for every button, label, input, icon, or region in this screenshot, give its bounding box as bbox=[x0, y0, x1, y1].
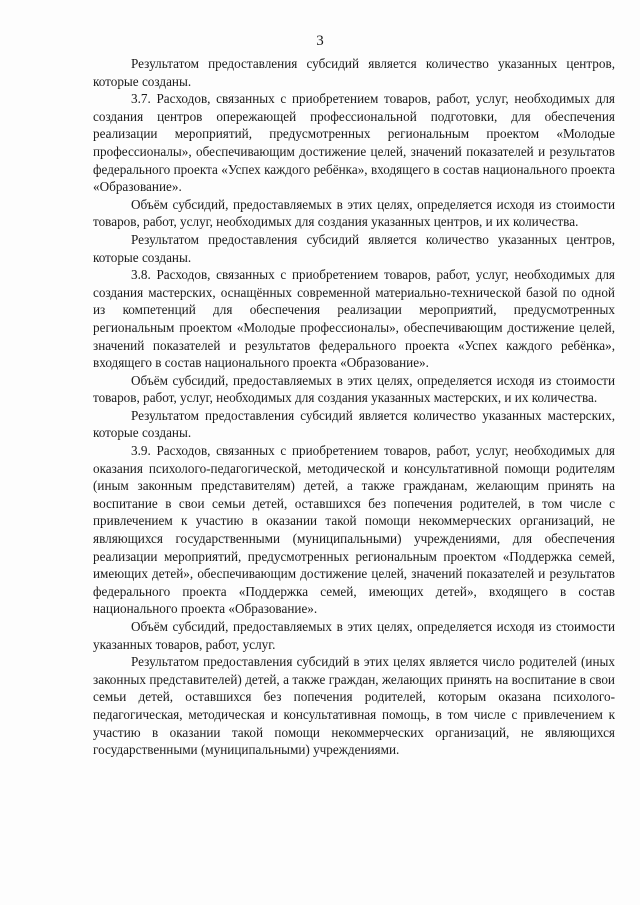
paragraph-result-centers-1: Результатом предоставления субсидий является количество указанных центров, которые созданы. bbox=[93, 56, 615, 89]
paragraph-subsidy-volume-centers: Объём субсидий, предоставляемых в этих целях, определяется исходя из стоимости товаров, работ, услуг, необходимых для создания указанных центров, и их количества. bbox=[93, 196, 615, 230]
paragraph-result-workshops: Результатом предоставления субсидий является количество указанных мастерских, которые созданы. bbox=[93, 407, 615, 441]
paragraph-3-7: 3.7. Расходов, связанных с приобретением товаров, работ, услуг, необходимых для создания центров опережающей профессиональной подготовки, для обеспечения реализации мероприятий, предусмотренных региональным проектом «Молодые профессионалы», обеспечивающим достижение целей, значений показателей и результатов федерального проекта «Успех каждого ребёнка», входящего в состав национального проекта «Образование». bbox=[93, 91, 615, 195]
paragraph-result-centers-2: Результатом предоставления субсидий является количество указанных центров, которые созданы. bbox=[93, 231, 615, 265]
paragraph-subsidy-volume-services: Объём субсидий, предоставляемых в этих целях, определяется исходя из стоимости указанных товаров, работ, услуг. bbox=[93, 619, 615, 652]
paragraph-subsidy-volume-workshops: Объём субсидий, предоставляемых в этих целях, определяется исходя из стоимости товаров, работ, услуг, необходимых для создания указанных мастерских, и их количества. bbox=[93, 372, 615, 406]
paragraph-result-parents: Результатом предоставления субсидий в этих целях является число родителей (иных законных представителей) детей, а также граждан, желающих принять на воспитание в свои семьи детей, оставшихся без попечения родителей, которым оказана психолого-педагогическая, методическая и консультативная помощь, в том числе с привлечением к участию в оказании такой помощи некоммерческих организаций, не являющихся государственными (муниципальными) учреждениями. bbox=[93, 654, 615, 758]
page-number: 3 bbox=[316, 33, 324, 49]
paragraph-3-9: 3.9. Расходов, связанных с приобретением товаров, работ, услуг, необходимых для оказания психолого-педагогической, методической и консультативной помощи родителям (иным законным представителям) детей, а также гражданам, желающим принять на воспитание в свои семьи детей, оставшихся без попечения родителей, в том числе с привлечением к участию в оказании такой помощи некоммерческих организаций, не являющихся государственными (муниципальными) учреждениями, для обеспечения реализации мероприятий, предусмотренных региональным проектом «Поддержка семей, имеющих детей», обеспечивающим достижение целей, значений показателей и результатов федерального проекта «Поддержка семей, имеющих детей», входящего в состав национального проекта «Образование». bbox=[93, 443, 615, 617]
document-body bbox=[93, 55, 615, 759]
paragraph-3-8: 3.8. Расходов, связанных с приобретением товаров, работ, услуг, необходимых для создания мастерских, оснащённых современной материально-технической базой по одной из компетенций для обеспечения реализации мероприятий, предусмотренных региональным проектом «Молодые профессионалы», обеспечивающим достижение целей, значений показателей и результатов федерального проекта «Успех каждого ребёнка», входящего в состав национального проекта «Образование». bbox=[93, 267, 615, 371]
